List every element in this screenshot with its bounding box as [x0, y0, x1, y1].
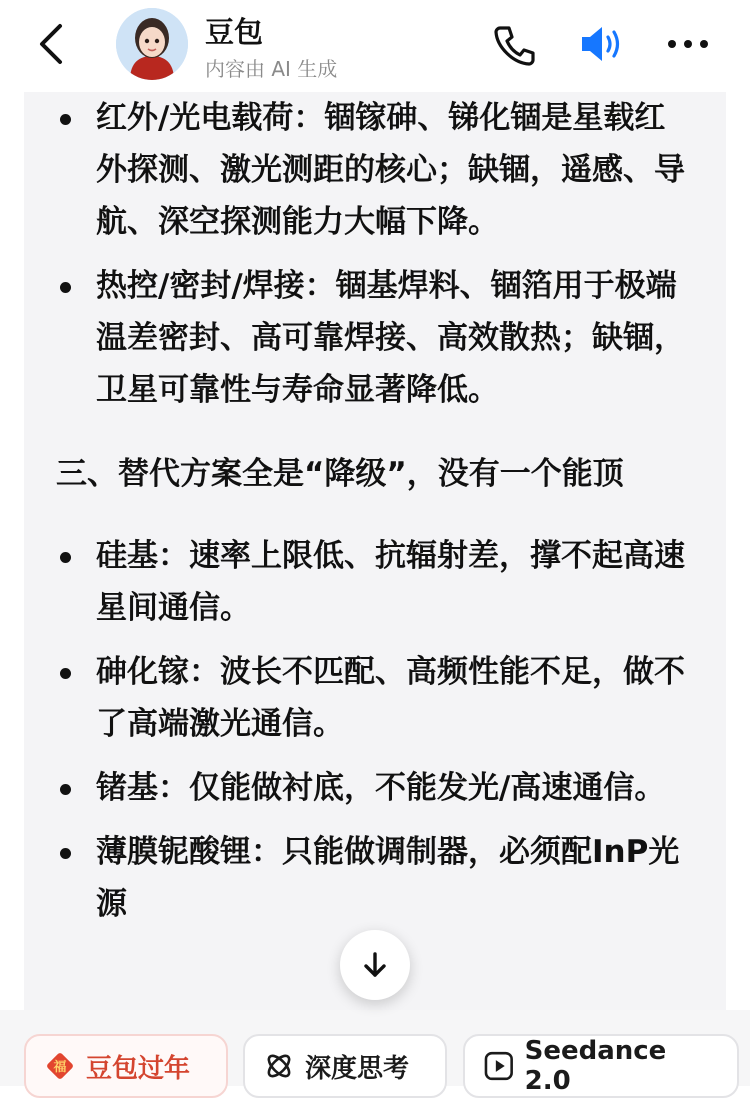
chat-title: 豆包	[205, 15, 264, 49]
suggestion-bar	[0, 1010, 750, 1096]
list-item: 红外/光电载荷：锢镓砷、锑化锢是星载红外探测、激光测距的核心；缺锢，遥感、导航、深空探测能力大幅下降。	[24, 92, 726, 248]
fu-icon	[44, 1050, 76, 1082]
speaker-icon	[578, 20, 628, 68]
assistant-message	[24, 86, 726, 1010]
arrow-down-icon	[360, 950, 390, 980]
avatar[interactable]	[116, 8, 188, 80]
bullet	[60, 668, 71, 679]
back-icon	[32, 22, 72, 66]
chip-deep-think[interactable]: 深度思考	[243, 1034, 447, 1098]
list-item: 薄膜铌酸锂：只能做调制器，必须配InP光源	[24, 826, 726, 930]
speaker-button[interactable]	[578, 20, 622, 68]
message-content	[24, 92, 726, 930]
list-item: 砷化镓：波长不匹配、高频性能不足，做不了高端激光通信。	[24, 646, 726, 750]
more-icon	[666, 20, 710, 68]
atom-icon	[263, 1050, 295, 1082]
list-item: 热控/密封/焊接：锢基焊料、锢箔用于极端温差密封、高可靠焊接、高效散热；缺锢，卫星可靠性与寿命显著降低。	[24, 260, 726, 416]
bullet	[60, 848, 71, 859]
list-item: 锗基：仅能做衬底，不能发光/高速通信。	[24, 762, 726, 814]
bullet	[60, 114, 71, 125]
back-button[interactable]	[32, 22, 72, 66]
bullet	[60, 282, 71, 293]
bullet	[60, 552, 71, 563]
play-icon	[483, 1050, 515, 1082]
bullet	[60, 784, 71, 795]
scroll-to-bottom-button[interactable]	[340, 930, 410, 1000]
phone-icon	[492, 20, 536, 68]
call-button[interactable]	[492, 20, 536, 68]
chip-festival[interactable]: 福 豆包过年	[24, 1034, 228, 1098]
list-item: 硅基：速率上限低、抗辐射差，撑不起高速星间通信。	[24, 530, 726, 634]
section-heading: 三、替代方案全是“降级”，没有一个能顶	[56, 456, 624, 492]
chat-header	[0, 0, 750, 92]
more-button[interactable]	[666, 20, 710, 68]
chip-seedance[interactable]: Seedance 2.0	[463, 1034, 739, 1098]
svg-text:福: 福	[53, 1060, 67, 1075]
chat-subtitle: 内容由 AI 生成	[205, 57, 338, 81]
